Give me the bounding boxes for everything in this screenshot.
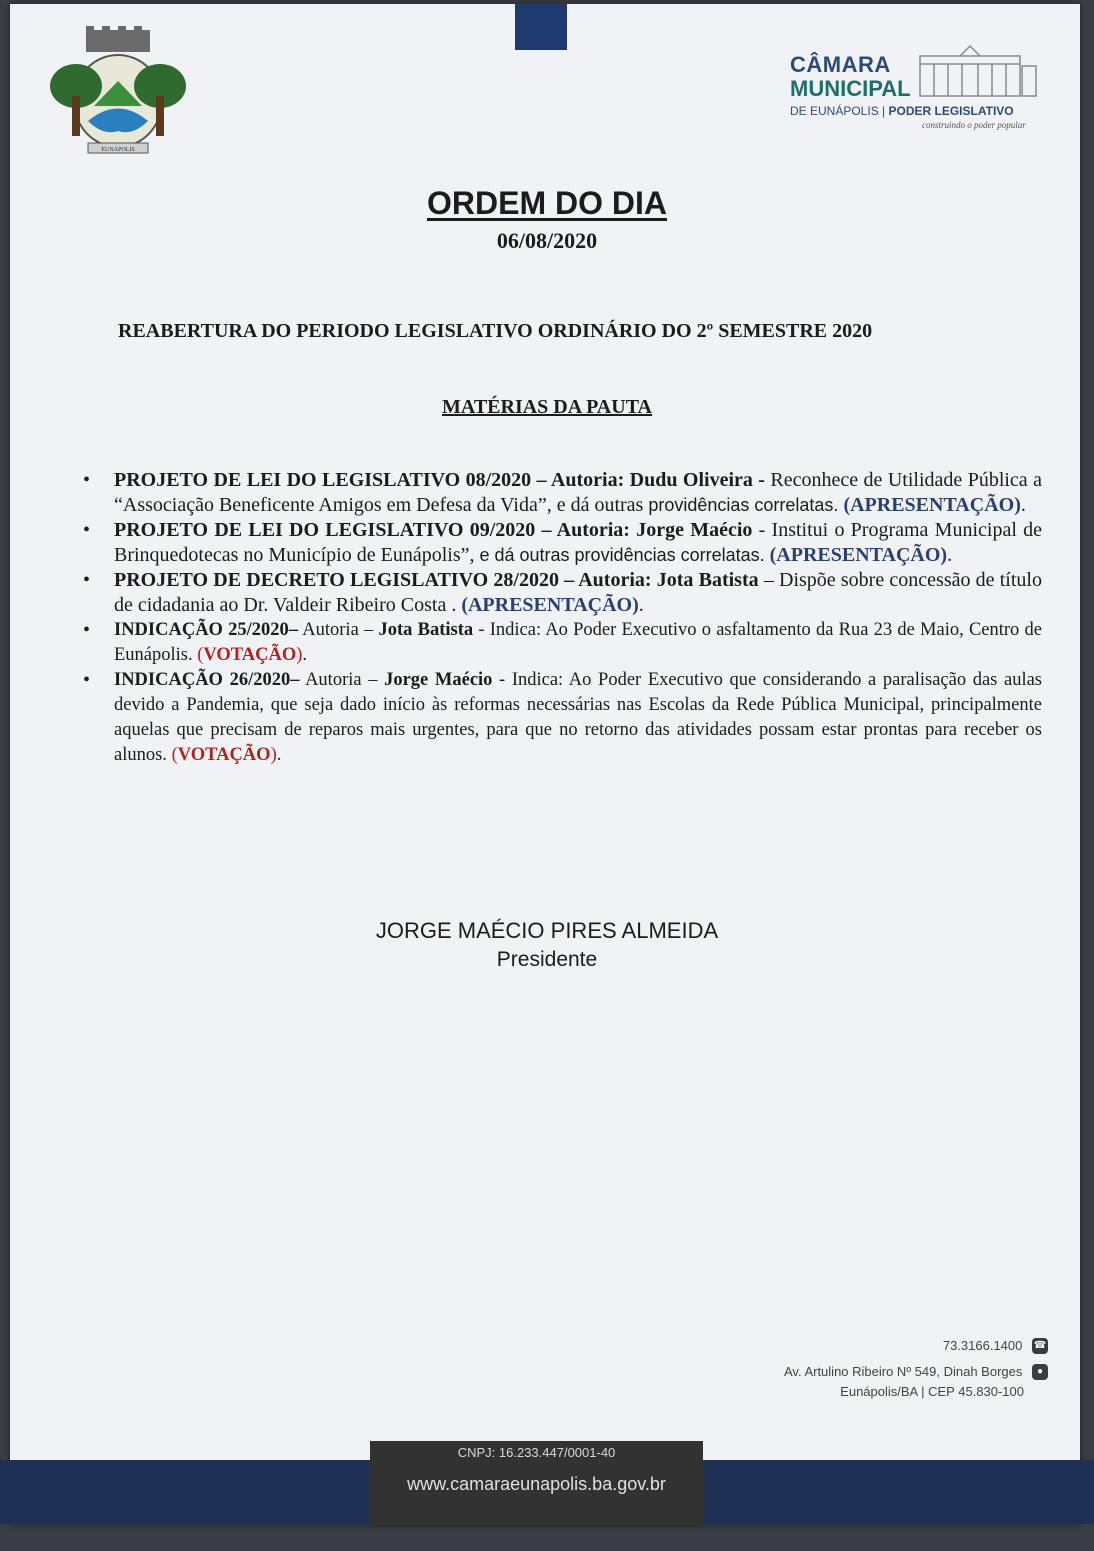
logo-power-text: PODER LEGISLATIVO <box>888 104 1014 118</box>
item-status: (APRESENTAÇÃO) <box>461 594 639 616</box>
address-line1: Av. Artulino Ribeiro Nº 549, Dinah Borges <box>783 1364 1023 1380</box>
logo-slogan: construindo o poder popular <box>922 120 1026 130</box>
item-text: Reconhece de Utilidade Pública a “Associação Beneficente Amigos em Defesa da Vida”, e dá outras <box>114 469 1042 516</box>
item-author: Jota Batista <box>378 620 474 640</box>
item-status: (APRESENTAÇÃO) <box>843 494 1021 516</box>
bullet-icon: • <box>83 569 91 591</box>
item-text: - Institui o Programa Municipal de Brinquedotecas no Município de Eunápolis”, <box>114 519 1043 566</box>
section-title: MATÉRIAS DA PAUTA <box>441 396 652 418</box>
item-status: (APRESENTAÇÃO) <box>769 544 948 566</box>
item-status-close: ) <box>296 645 303 665</box>
list-item <box>80 568 1042 618</box>
item-status: VOTAÇÃO <box>203 645 297 665</box>
top-tab-decoration <box>515 4 567 50</box>
item-text-sans: e dá outras providências correlatas. <box>479 545 765 565</box>
logo-line-municipal: MUNICIPAL <box>790 76 911 101</box>
item-end: . <box>947 544 953 566</box>
item-heading: PROJETO DE DECRETO LEGISLATIVO 28/2020 – Autoria: Jota Batista <box>114 569 759 591</box>
item-end: . <box>638 594 644 616</box>
bullet-icon: • <box>83 669 91 691</box>
list-item <box>80 468 1042 518</box>
camara-municipal-logo <box>782 42 1042 142</box>
item-heading: INDICAÇÃO 25/2020– <box>114 620 299 640</box>
item-status-open: ( <box>197 645 204 665</box>
item-heading: INDICAÇÃO 26/2020– <box>114 670 300 690</box>
list-item <box>80 668 1042 768</box>
address-line2: Eunápolis/BA | CEP 45.830-100 <box>840 1384 1024 1400</box>
phone-number: 73.3166.1400 <box>942 1338 1023 1354</box>
item-heading: PROJETO DE LEI DO LEGISLATIVO 08/2020 – Autoria: Dudu Oliveira - <box>114 469 765 491</box>
item-text-sans: providências correlatas. <box>648 495 839 515</box>
coat-of-arms-logo <box>48 26 188 161</box>
item-heading: PROJETO DE LEI DO LEGISLATIVO 09/2020 – Autoria: Jorge Maécio <box>114 519 753 541</box>
document-date: 06/08/2020 <box>496 228 598 253</box>
agenda-list <box>80 468 1042 768</box>
logo-line-camara: CÂMARA <box>790 52 891 77</box>
logo-city-text: DE EUNÁPOLIS | <box>790 104 886 118</box>
building-icon <box>900 42 1040 102</box>
item-status-close: ) <box>270 745 277 765</box>
list-item <box>80 518 1042 568</box>
contact-phone <box>943 1337 1048 1354</box>
item-author-label: Autoria – <box>298 620 379 640</box>
item-author-label: Autoria – <box>299 670 385 690</box>
bullet-icon: • <box>83 619 91 641</box>
bullet-icon: • <box>83 519 91 541</box>
list-item <box>80 618 1042 668</box>
item-end: . <box>276 745 282 765</box>
document-title: ORDEM DO DIA <box>427 185 667 221</box>
item-text: - Indica: Ao Poder Executivo o asfaltamento da Rua 23 de Maio, Centro de Eunápolis. <box>114 620 1042 665</box>
item-text: - Indica: Ao Poder Executivo que considerando a paralisação das aulas devido a Pandemia, que seja dado início às reformas necessárias nas Escolas da Rede Pública Municipal, principalmente aquelas que precisam de reparos mais urgentes, para que no retorno das atividades possam estar prontas para receber os alunos. <box>114 670 1042 765</box>
location-pin-icon: ● <box>1032 1364 1048 1380</box>
footer-url: www.camaraeunapolis.ba.gov.br <box>407 1474 666 1494</box>
footer-box <box>370 1441 703 1527</box>
document-subtitle: REABERTURA DO PERIODO LEGISLATIVO ORDINÁRIO DO 2º SEMESTRE 2020 <box>118 320 873 342</box>
signature-role: Presidente <box>496 948 598 971</box>
phone-icon: ☎ <box>1032 1338 1048 1354</box>
contact-address-line1 <box>784 1363 1048 1380</box>
coat-of-arms-text: EUNÁPOLIS <box>101 147 135 153</box>
item-end: . <box>1020 494 1026 516</box>
bullet-icon: • <box>83 469 91 491</box>
logo-line-city <box>790 104 1014 118</box>
item-status: VOTAÇÃO <box>177 745 271 765</box>
item-author: Jorge Maécio <box>384 670 493 690</box>
item-text: – Dispõe sobre concessão de título de cidadania ao Dr. Valdeir Ribeiro Costa . <box>114 569 1042 616</box>
item-status-open: ( <box>171 745 178 765</box>
signature-name: JORGE MAÉCIO PIRES ALMEIDA <box>375 918 719 943</box>
footer-cnpj: CNPJ: 16.233.447/0001-40 <box>457 1445 616 1460</box>
contact-address-line2 <box>840 1383 1024 1399</box>
item-end: . <box>302 645 308 665</box>
